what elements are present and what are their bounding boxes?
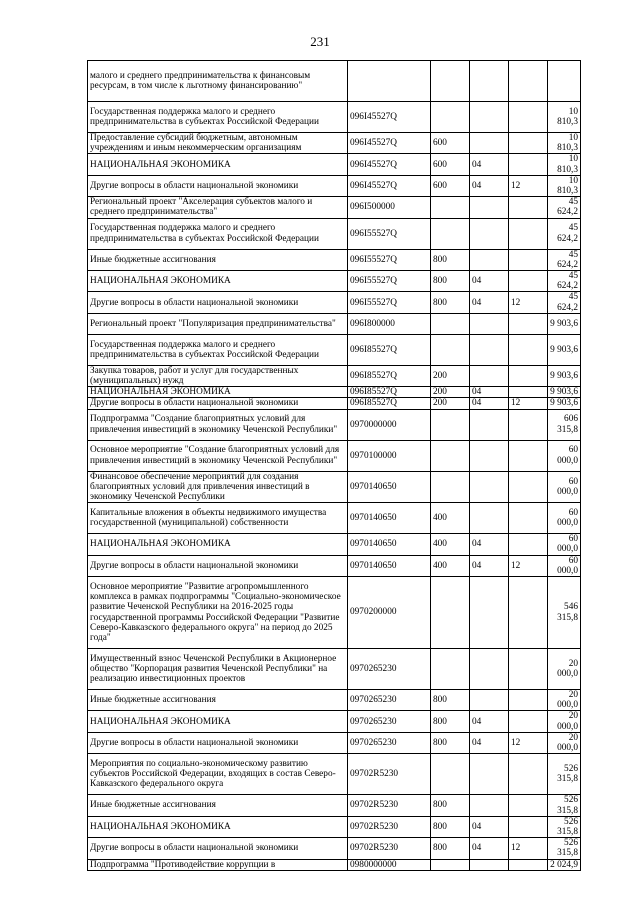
row-expense-type-cell (431, 313, 470, 334)
row-amount-cell: 9 903,6 (548, 334, 581, 365)
budget-table (87, 60, 581, 871)
row-expense-type-cell: 400 (431, 555, 470, 576)
row-amount-cell: 546 315,8 (548, 577, 581, 649)
row-amount-cell: 45 624,2 (548, 218, 581, 249)
table-row (88, 503, 581, 534)
row-amount-cell: 45 624,2 (548, 292, 581, 313)
row-code-cell: 096I55527Q (348, 249, 431, 270)
row-amount-cell: 20 000,0 (548, 649, 581, 690)
table-row (88, 795, 581, 816)
row-code-cell: 096I45527Q (348, 154, 431, 175)
row-amount-cell: 2 024,9 (548, 859, 581, 870)
row-name-cell: Другие вопросы в области национальной экономики (88, 398, 348, 409)
row-subsection-cell (509, 218, 548, 249)
row-name-cell: Иные бюджетные ассигнования (88, 249, 348, 270)
row-subsection-cell (509, 649, 548, 690)
row-expense-type-cell: 400 (431, 534, 470, 555)
row-name-cell: Иные бюджетные ассигнования (88, 795, 348, 816)
row-section-cell: 04 (470, 387, 509, 398)
row-section-cell (470, 795, 509, 816)
row-section-cell (470, 503, 509, 534)
row-name-cell: НАЦИОНАЛЬНАЯ ЭКОНОМИКА (88, 271, 348, 292)
table-row (88, 249, 581, 270)
table-row (88, 409, 581, 440)
row-code-cell: 096I85527Q (348, 398, 431, 409)
row-section-cell: 04 (470, 816, 509, 837)
row-subsection-cell (509, 440, 548, 471)
row-section-cell: 04 (470, 175, 509, 196)
row-expense-type-cell (431, 61, 470, 102)
row-code-cell: 096I55527Q (348, 218, 431, 249)
row-name-cell: Основное мероприятие "Создание благоприятных условий для привлечения инвестиций в экономику Чеченской Республики" (88, 440, 348, 471)
row-amount-cell: 606 315,8 (548, 409, 581, 440)
row-section-cell (470, 859, 509, 870)
row-section-cell: 04 (470, 271, 509, 292)
row-amount-cell: 10 810,3 (548, 154, 581, 175)
row-section-cell: 04 (470, 711, 509, 732)
row-section-cell (470, 102, 509, 133)
row-name-cell: Капитальные вложения в объекты недвижимого имущества государственной (муниципальной) собственности (88, 503, 348, 534)
row-amount-cell: 526 315,8 (548, 754, 581, 795)
row-name-cell: НАЦИОНАЛЬНАЯ ЭКОНОМИКА (88, 534, 348, 555)
row-code-cell: 096I85527Q (348, 387, 431, 398)
row-name-cell: малого и среднего предпринимательства к финансовым ресурсам, в том числе к льготному финансированию" (88, 61, 348, 102)
row-code-cell: 09702R5230 (348, 838, 431, 859)
row-expense-type-cell: 800 (431, 292, 470, 313)
row-subsection-cell (509, 795, 548, 816)
row-section-cell (470, 249, 509, 270)
row-amount-cell: 20 000,0 (548, 732, 581, 753)
table-row (88, 711, 581, 732)
table-row (88, 649, 581, 690)
row-code-cell (348, 61, 431, 102)
row-subsection-cell (509, 409, 548, 440)
table-row (88, 154, 581, 175)
row-name-cell: НАЦИОНАЛЬНАЯ ЭКОНОМИКА (88, 387, 348, 398)
row-subsection-cell: 12 (509, 838, 548, 859)
row-amount-cell: 526 315,8 (548, 795, 581, 816)
row-amount-cell: 60 000,0 (548, 555, 581, 576)
row-code-cell: 0970265230 (348, 732, 431, 753)
table-row (88, 440, 581, 471)
row-code-cell: 09702R5230 (348, 795, 431, 816)
row-expense-type-cell: 600 (431, 175, 470, 196)
table-row (88, 398, 581, 409)
row-subsection-cell: 12 (509, 555, 548, 576)
row-code-cell: 0970140650 (348, 534, 431, 555)
row-section-cell (470, 133, 509, 154)
row-subsection-cell (509, 711, 548, 732)
row-expense-type-cell (431, 197, 470, 218)
row-section-cell: 04 (470, 732, 509, 753)
row-amount-cell: 20 000,0 (548, 711, 581, 732)
row-expense-type-cell: 600 (431, 133, 470, 154)
row-expense-type-cell: 600 (431, 154, 470, 175)
row-name-cell: Государственная поддержка малого и среднего предпринимательства в субъектах Российской Федерации (88, 334, 348, 365)
row-expense-type-cell (431, 754, 470, 795)
row-expense-type-cell (431, 649, 470, 690)
page-number: 231 (310, 34, 330, 49)
row-amount-cell: 10 810,3 (548, 102, 581, 133)
row-expense-type-cell: 800 (431, 732, 470, 753)
row-subsection-cell (509, 334, 548, 365)
row-subsection-cell (509, 816, 548, 837)
table-row (88, 133, 581, 154)
row-expense-type-cell: 800 (431, 271, 470, 292)
row-name-cell: НАЦИОНАЛЬНАЯ ЭКОНОМИКА (88, 154, 348, 175)
row-name-cell: Другие вопросы в области национальной экономики (88, 175, 348, 196)
row-amount-cell: 9 903,6 (548, 387, 581, 398)
row-name-cell: Подпрограмма "Противодействие коррупции в (88, 859, 348, 870)
row-subsection-cell (509, 197, 548, 218)
row-code-cell: 0970140650 (348, 503, 431, 534)
row-amount-cell (548, 61, 581, 102)
row-expense-type-cell (431, 577, 470, 649)
table-row (88, 690, 581, 711)
row-amount-cell: 9 903,6 (548, 313, 581, 334)
row-code-cell: 0970265230 (348, 690, 431, 711)
row-section-cell (470, 218, 509, 249)
row-amount-cell: 45 624,2 (548, 197, 581, 218)
row-name-cell: Имущественный взнос Чеченской Республики в Акционерное общество "Корпорация развития Чеченской Республики" на реализацию инвестиционных проектов (88, 649, 348, 690)
row-name-cell: НАЦИОНАЛЬНАЯ ЭКОНОМИКА (88, 711, 348, 732)
row-expense-type-cell (431, 102, 470, 133)
row-code-cell: 09702R5230 (348, 754, 431, 795)
row-subsection-cell (509, 577, 548, 649)
row-amount-cell: 60 000,0 (548, 503, 581, 534)
row-amount-cell: 9 903,6 (548, 398, 581, 409)
row-name-cell: Иные бюджетные ассигнования (88, 690, 348, 711)
row-code-cell: 096I55527Q (348, 292, 431, 313)
row-name-cell: Государственная поддержка малого и среднего предпринимательства в субъектах Российской Федерации (88, 102, 348, 133)
table-row (88, 313, 581, 334)
row-expense-type-cell (431, 334, 470, 365)
row-section-cell (470, 61, 509, 102)
row-code-cell: 0970200000 (348, 577, 431, 649)
table-row (88, 102, 581, 133)
row-section-cell (470, 649, 509, 690)
row-subsection-cell (509, 387, 548, 398)
row-code-cell: 0970000000 (348, 409, 431, 440)
row-section-cell (470, 313, 509, 334)
row-expense-type-cell (431, 218, 470, 249)
table-row (88, 292, 581, 313)
row-amount-cell: 20 000,0 (548, 690, 581, 711)
row-expense-type-cell: 200 (431, 365, 470, 386)
row-code-cell: 096I45527Q (348, 175, 431, 196)
row-code-cell: 096I45527Q (348, 133, 431, 154)
row-name-cell: Другие вопросы в области национальной экономики (88, 732, 348, 753)
row-expense-type-cell: 800 (431, 711, 470, 732)
row-section-cell (470, 197, 509, 218)
row-section-cell (470, 690, 509, 711)
row-subsection-cell: 12 (509, 398, 548, 409)
row-name-cell: Финансовое обеспечение мероприятий для создания благоприятных условий для привлечения инвестиций в экономику Чеченской Республики (88, 471, 348, 503)
table-row (88, 859, 581, 870)
row-subsection-cell (509, 271, 548, 292)
table-row (88, 218, 581, 249)
row-name-cell: Государственная поддержка малого и среднего предпринимательства в субъектах Российской Федерации (88, 218, 348, 249)
table-row (88, 577, 581, 649)
row-expense-type-cell: 800 (431, 795, 470, 816)
row-section-cell (470, 334, 509, 365)
row-amount-cell: 526 315,8 (548, 838, 581, 859)
table-row (88, 365, 581, 386)
row-section-cell (470, 471, 509, 503)
row-subsection-cell (509, 154, 548, 175)
row-name-cell: Региональный проект "Акселерация субъектов малого и среднего предпринимательства" (88, 197, 348, 218)
row-code-cell: 096I85527Q (348, 365, 431, 386)
table-row (88, 334, 581, 365)
row-expense-type-cell: 800 (431, 838, 470, 859)
row-amount-cell: 45 624,2 (548, 271, 581, 292)
row-section-cell (470, 440, 509, 471)
row-amount-cell: 60 000,0 (548, 471, 581, 503)
row-subsection-cell (509, 754, 548, 795)
row-code-cell: 096I500000 (348, 197, 431, 218)
row-section-cell: 04 (470, 534, 509, 555)
row-expense-type-cell (431, 409, 470, 440)
row-name-cell: Другие вопросы в области национальной экономики (88, 292, 348, 313)
row-subsection-cell (509, 102, 548, 133)
row-subsection-cell: 12 (509, 175, 548, 196)
row-code-cell: 09702R5230 (348, 816, 431, 837)
table-row (88, 534, 581, 555)
row-subsection-cell (509, 313, 548, 334)
table-row (88, 838, 581, 859)
row-name-cell: Другие вопросы в области национальной экономики (88, 838, 348, 859)
row-section-cell: 04 (470, 838, 509, 859)
row-name-cell: Закупка товаров, работ и услуг для государственных (муниципальных) нужд (88, 365, 348, 386)
row-amount-cell: 9 903,6 (548, 365, 581, 386)
row-code-cell: 0970100000 (348, 440, 431, 471)
row-expense-type-cell (431, 471, 470, 503)
row-section-cell (470, 577, 509, 649)
row-code-cell: 0970140650 (348, 471, 431, 503)
row-amount-cell: 526 315,8 (548, 816, 581, 837)
table-row (88, 816, 581, 837)
row-expense-type-cell: 800 (431, 816, 470, 837)
row-expense-type-cell: 800 (431, 249, 470, 270)
table-row (88, 754, 581, 795)
row-subsection-cell (509, 503, 548, 534)
row-name-cell: Региональный проект "Популяризация предпринимательства" (88, 313, 348, 334)
row-subsection-cell (509, 534, 548, 555)
row-amount-cell: 10 810,3 (548, 175, 581, 196)
table-row (88, 271, 581, 292)
row-expense-type-cell (431, 440, 470, 471)
row-subsection-cell: 12 (509, 732, 548, 753)
row-code-cell: 0970265230 (348, 649, 431, 690)
row-section-cell (470, 365, 509, 386)
row-subsection-cell (509, 61, 548, 102)
table-row (88, 61, 581, 102)
row-subsection-cell (509, 133, 548, 154)
table-row (88, 471, 581, 503)
row-code-cell: 0970140650 (348, 555, 431, 576)
row-expense-type-cell: 800 (431, 690, 470, 711)
table-row (88, 732, 581, 753)
row-expense-type-cell: 200 (431, 398, 470, 409)
row-subsection-cell (509, 365, 548, 386)
row-name-cell: Подпрограмма "Создание благоприятных условий для привлечения инвестиций в экономику Чеченской Республики" (88, 409, 348, 440)
row-section-cell (470, 754, 509, 795)
row-code-cell: 096I85527Q (348, 334, 431, 365)
row-amount-cell: 60 000,0 (548, 440, 581, 471)
row-section-cell: 04 (470, 398, 509, 409)
row-amount-cell: 45 624,2 (548, 249, 581, 270)
row-code-cell: 0980000000 (348, 859, 431, 870)
row-subsection-cell (509, 249, 548, 270)
row-name-cell: НАЦИОНАЛЬНАЯ ЭКОНОМИКА (88, 816, 348, 837)
row-expense-type-cell: 200 (431, 387, 470, 398)
row-section-cell: 04 (470, 154, 509, 175)
row-section-cell: 04 (470, 555, 509, 576)
table-row (88, 555, 581, 576)
row-subsection-cell (509, 690, 548, 711)
row-code-cell: 096I55527Q (348, 271, 431, 292)
row-name-cell: Мероприятия по социально-экономическому развитию субъектов Российской Федерации, входящих в состав Северо-Кавказского федерального округа (88, 754, 348, 795)
row-subsection-cell (509, 859, 548, 870)
row-amount-cell: 10 810,3 (548, 133, 581, 154)
row-subsection-cell: 12 (509, 292, 548, 313)
row-amount-cell: 60 000,0 (548, 534, 581, 555)
table-row (88, 387, 581, 398)
row-code-cell: 096I45527Q (348, 102, 431, 133)
row-expense-type-cell: 400 (431, 503, 470, 534)
table-row (88, 175, 581, 196)
table-row (88, 197, 581, 218)
row-name-cell: Основное мероприятие "Развитие агропромышленного комплекса в рамках подпрограммы "Социально-экономическое развитие Чеченской Республики на 2016-2025 годы государственной программы Российской Федерации "Развитие Северо-Кавказского федерального округа" на период до 2025 года" (88, 577, 348, 649)
row-section-cell (470, 409, 509, 440)
row-section-cell: 04 (470, 292, 509, 313)
row-expense-type-cell (431, 859, 470, 870)
row-name-cell: Другие вопросы в области национальной экономики (88, 555, 348, 576)
row-code-cell: 096I800000 (348, 313, 431, 334)
row-name-cell: Предоставление субсидий бюджетным, автономным учреждениям и иным некоммерческим организациям (88, 133, 348, 154)
budget-table-body (88, 61, 581, 871)
row-code-cell: 0970265230 (348, 711, 431, 732)
row-subsection-cell (509, 471, 548, 503)
